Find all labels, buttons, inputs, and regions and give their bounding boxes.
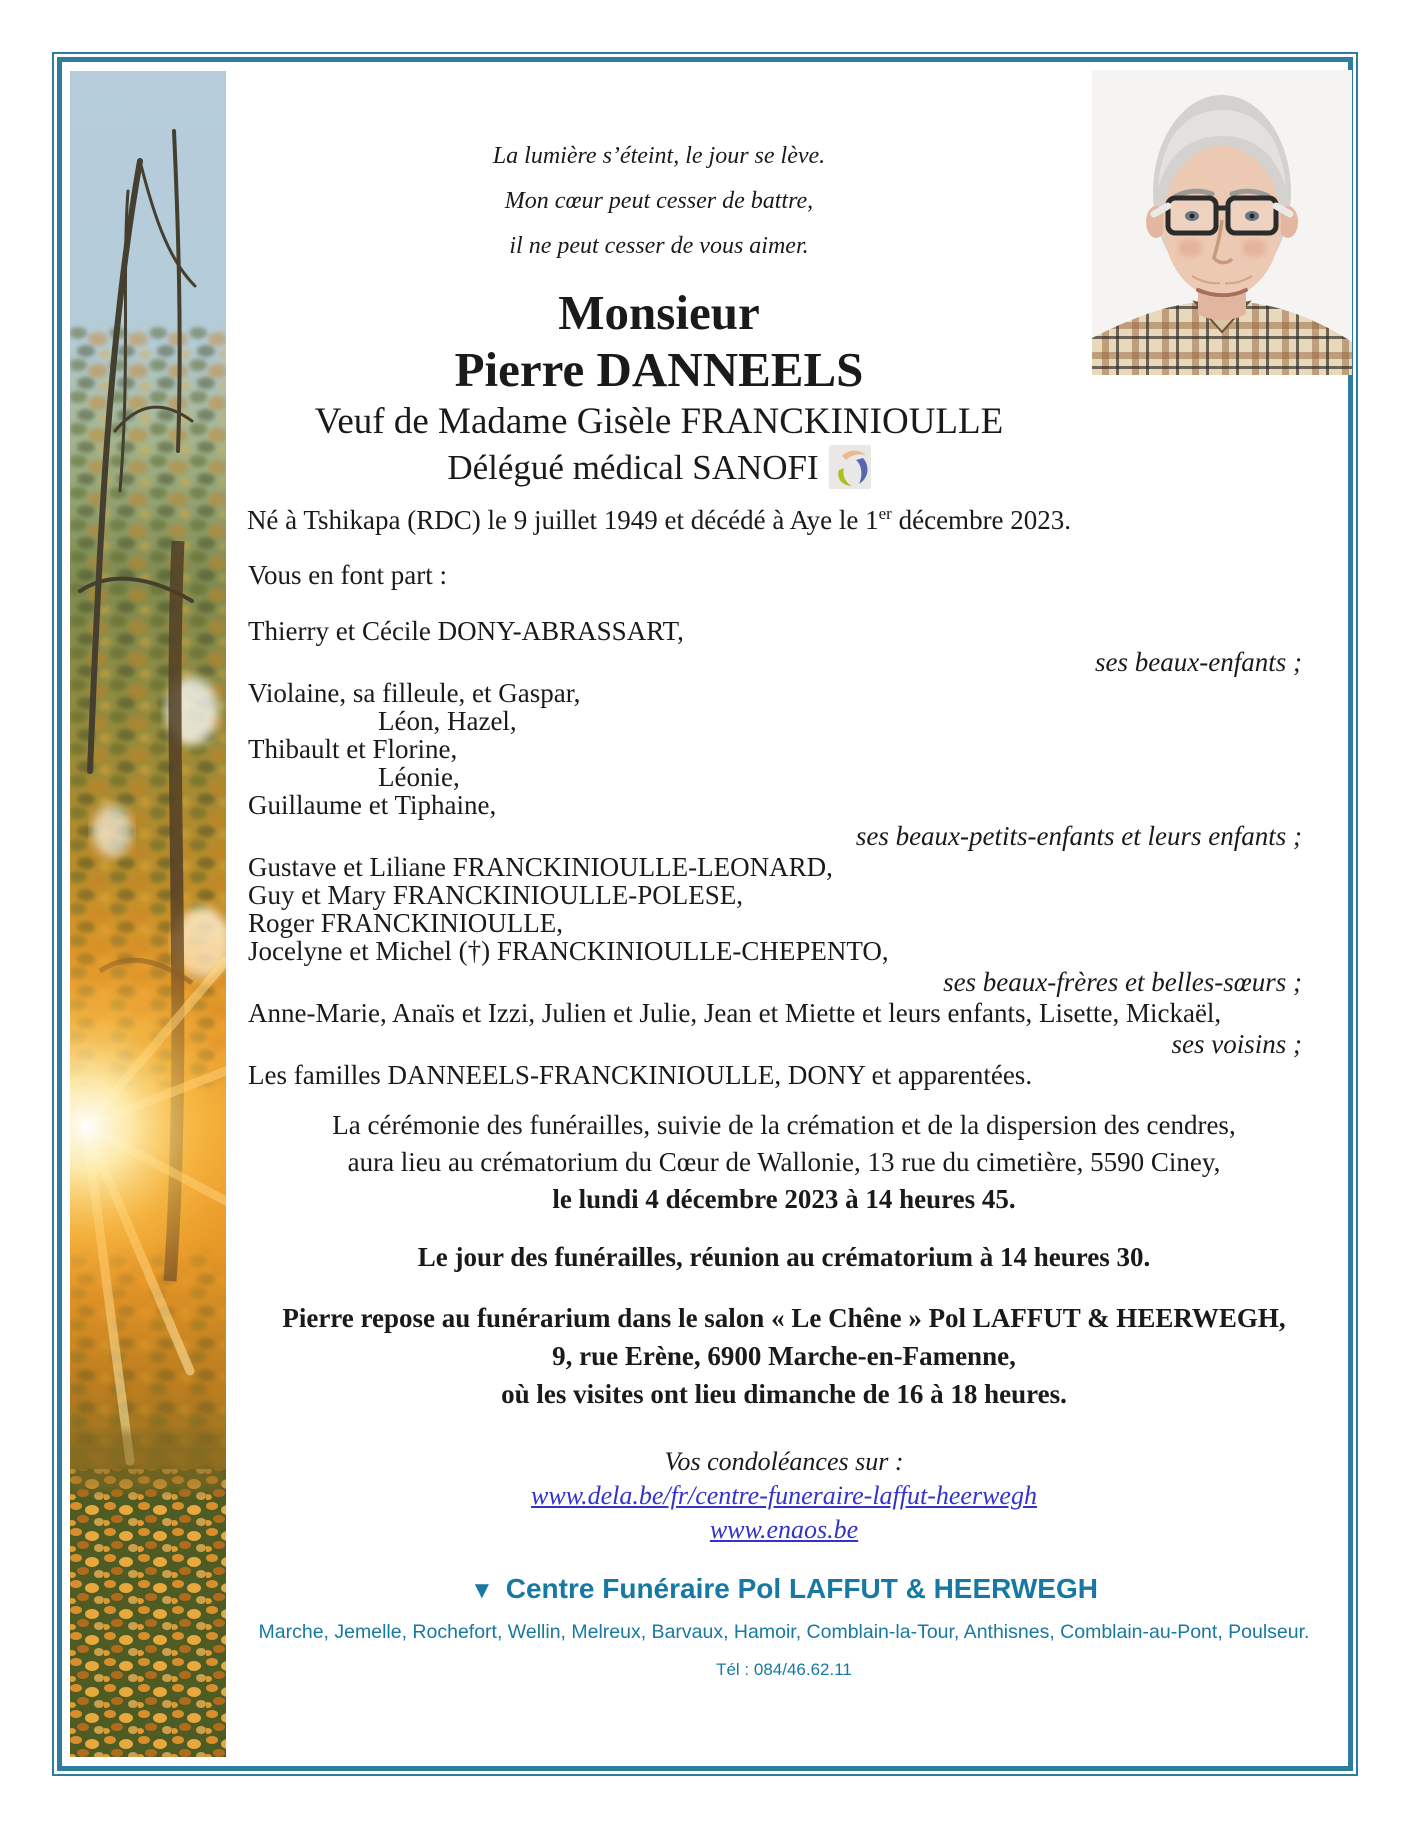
family-line: Léonie, (378, 762, 460, 792)
funeral-home-name: Centre Funéraire Pol LAFFUT & HEERWEGH (505, 1573, 1098, 1604)
profession-line (238, 445, 1080, 490)
ceremony-line-1: La cérémonie des funérailles, suivie de la crémation et de la dispersion des cendres, (332, 1110, 1236, 1140)
life-dates-line (238, 504, 1080, 536)
repose-line-1: Pierre repose au funérarium dans le salon « Le Chêne » Pol LAFFUT & HEERWEGH, (282, 1303, 1286, 1333)
ceremony-paragraph (238, 1107, 1330, 1218)
family-line: Roger FRANCKINIOULLE, (248, 908, 563, 938)
triangle-down-icon: ▼ (470, 1577, 494, 1604)
meeting-line: Le jour des funérailles, réunion au crématorium à 14 heures 30. (417, 1242, 1151, 1272)
family-line: Thibault et Florine, (248, 734, 458, 764)
family-list (238, 617, 1330, 1089)
condolence-link-dela[interactable]: www.dela.be/fr/centre-funeraire-laffut-heerwegh (531, 1481, 1037, 1510)
family-relation-label: ses beaux-petits-enfants et leurs enfants ; (855, 821, 1302, 851)
family-line: Guy et Mary FRANCKINIOULLE-POLESE, (248, 880, 743, 910)
repose-line-3: où les visites ont lieu dimanche de 16 à 18 heures. (501, 1379, 1067, 1409)
family-line: Jocelyne et Michel (†) FRANCKINIOULLE-CHEPENTO, (248, 936, 889, 966)
family-relation-label: ses beaux-enfants ; (1095, 647, 1302, 677)
repose-paragraph (238, 1299, 1330, 1413)
ceremony-date-line: le lundi 4 décembre 2023 à 14 heures 45. (552, 1184, 1016, 1214)
page-frame (57, 57, 1353, 1771)
civility-title: Monsieur (558, 285, 760, 340)
condolences-block (238, 1445, 1330, 1547)
profession-text: Délégué médical SANOFI (447, 448, 819, 487)
ceremony-line-2: aura lieu au crématorium du Cœur de Wallonie, 13 rue du cimetière, 5590 Ciney, (347, 1147, 1221, 1177)
family-line: Léon, Hazel, (378, 706, 517, 736)
family-line: Violaine, sa filleule, et Gaspar, (248, 678, 581, 708)
funeral-home-locations: Marche, Jemelle, Rochefort, Wellin, Melreux, Barvaux, Hamoir, Comblain-la-Tour, Anthisnes, Comblain-au-Pont, Poulseur. (258, 1621, 1310, 1643)
deceased-name: Pierre DANNEELS (454, 342, 864, 397)
quote-line-1: La lumière s’éteint, le jour se lève. (492, 143, 826, 169)
life-dates-text-end: décembre 2023. (891, 505, 1072, 535)
family-line: Anne-Marie, Anaïs et Izzi, Julien et Julie, Jean et Miette et leurs enfants, Lisette, Mickaël, (248, 998, 1222, 1028)
repose-line-2: 9, rue Erène, 6900 Marche-en-Famenne, (552, 1341, 1016, 1371)
sanofi-logo-icon (829, 445, 871, 489)
family-line: Gustave et Liliane FRANCKINIOULLE-LEONARD, (248, 852, 833, 882)
condolences-intro: Vos condoléances sur : (664, 1447, 904, 1476)
funeral-home-heading (238, 1573, 1330, 1605)
life-dates-text: Né à Tshikapa (RDC) le 9 juillet 1949 et décédé à Aye le 1 (246, 505, 879, 535)
autumn-photo-illustration (70, 71, 226, 1757)
family-relation-label: ses voisins ; (1171, 1029, 1302, 1059)
quote-line-3: il ne peut cesser de vous aimer. (509, 233, 809, 259)
family-line: Les familles DANNEELS-FRANCKINIOULLE, DONY et apparentées. (248, 1060, 1033, 1090)
family-line: Thierry et Cécile DONY-ABRASSART, (248, 616, 684, 646)
condolence-link-enaos[interactable]: www.enaos.be (709, 1515, 859, 1544)
memorial-quote (238, 134, 1080, 269)
family-relation-label: ses beaux-frères et belles-sœurs ; (943, 967, 1302, 997)
widower-line: Veuf de Madame Gisèle FRANCKINIOULLE (314, 401, 1004, 442)
funeral-home-phone: Tél : 084/46.62.11 (716, 1660, 852, 1679)
quote-line-2: Mon cœur peut cesser de battre, (504, 188, 814, 214)
autumn-photo-strip (70, 71, 226, 1757)
life-dates-superscript: er (878, 504, 892, 523)
family-line: Guillaume et Tiphaine, (248, 790, 497, 820)
announcement-intro: Vous en font part : (248, 560, 447, 590)
